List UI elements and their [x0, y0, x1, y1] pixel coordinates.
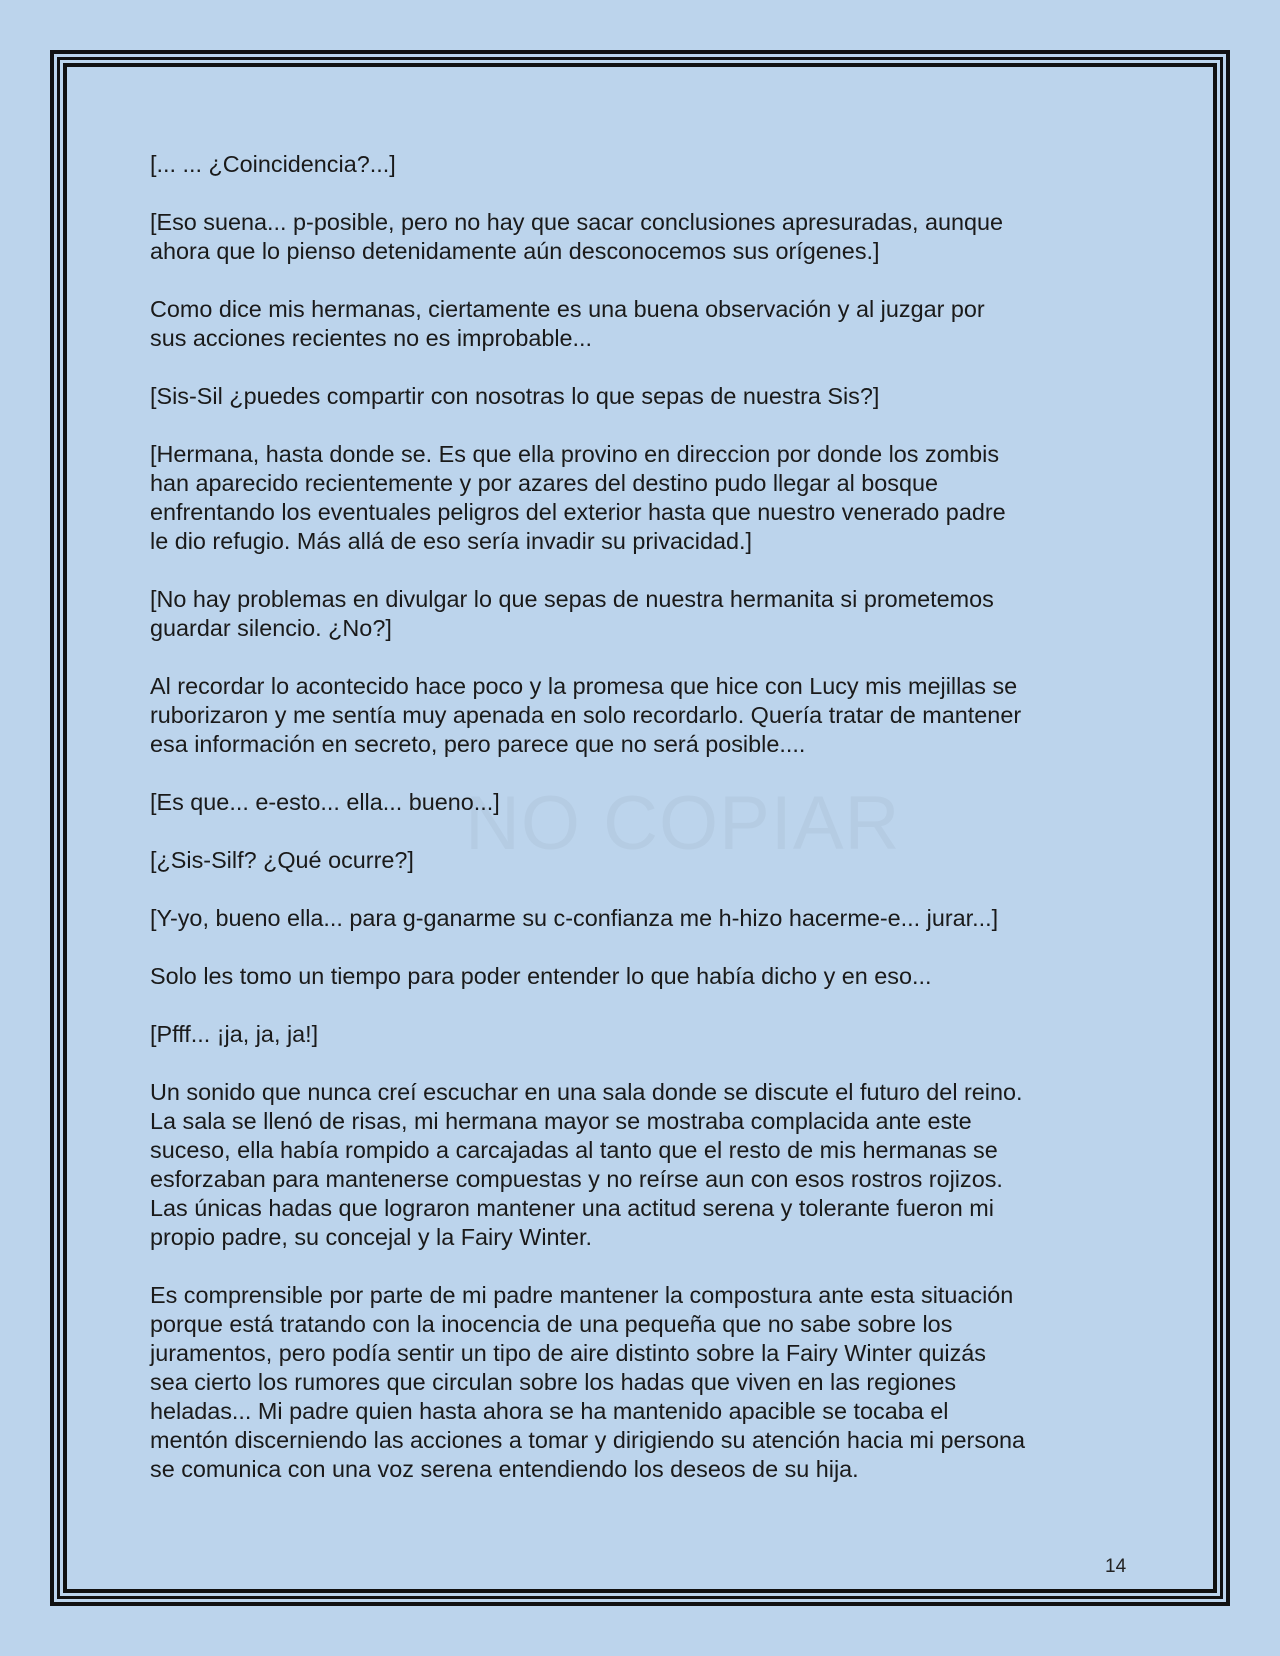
page-text: [150, 150, 1100, 1513]
paragraph: [Hermana, hasta donde se. Es que ella provino en direccion por donde los zombis han aparecido recientemente y por azares del destino pudo llegar al bosque enfrentando los eventuales peligros del exterior hasta que nuestro venerado padre le dio refugio. Más allá de eso sería invadir su privacidad.]: [150, 441, 1006, 554]
paragraph: [Y-yo, bueno ella... para g-ganarme su c-confianza me h-hizo hacerme-e... jurar...]: [150, 905, 999, 931]
paragraph: [Pfff... ¡ja, ja, ja!]: [150, 1021, 319, 1047]
paragraph: Solo les tomo un tiempo para poder entender lo que había dicho y en eso...: [150, 963, 932, 989]
paragraph: [Es que... e-esto... ella... bueno...]: [150, 789, 500, 815]
paragraph: [No hay problemas en divulgar lo que sepas de nuestra hermanita si prometemos guardar silencio. ¿No?]: [150, 586, 994, 641]
paragraph: [¿Sis-Silf? ¿Qué ocurre?]: [150, 847, 414, 873]
paragraph: Es comprensible por parte de mi padre mantener la compostura ante esta situación porque está tratando con la inocencia de una pequeña que no sabe sobre los juramentos, pero podía sentir un tipo de aire distinto sobre la Fairy Winter quizás sea cierto los rumores que circulan sobre los hadas que viven en las regiones heladas... Mi padre quien hasta ahora se ha mantenido apacible se tocaba el mentón discerniendo las acciones a tomar y dirigiendo su atención hacia mi persona se comunica con una voz serena entendiendo los deseos de su hija.: [150, 1282, 1026, 1482]
paragraph: Como dice mis hermanas, ciertamente es una buena observación y al juzgar por sus acciones recientes no es improbable...: [150, 296, 985, 351]
paragraph: Al recordar lo acontecido hace poco y la promesa que hice con Lucy mis mejillas se ruborizaron y me sentía muy apenada en solo recordarlo. Quería tratar de mantener esa información en secreto, pero parece que no será posible....: [150, 673, 1022, 757]
paragraph: [... ... ¿Coincidencia?...]: [150, 151, 396, 177]
paragraph: Un sonido que nunca creí escuchar en una sala donde se discute el futuro del reino. La sala se llenó de risas, mi hermana mayor se mostraba complacida ante este suceso, ella había rompido a carcajadas al tanto que el resto de mis hermanas se esforzaban para mantenerse compuestas y no reírse aun con esos rostros rojizos. Las únicas hadas que lograron mantener una actitud serena y tolerante fueron mi propio padre, su concejal y la Fairy Winter.: [150, 1079, 1023, 1250]
paragraph: [Sis-Sil ¿puedes compartir con nosotras lo que sepas de nuestra Sis?]: [150, 383, 880, 409]
page-number: 14: [1105, 1556, 1127, 1577]
paragraph: [Eso suena... p-posible, pero no hay que sacar conclusiones apresuradas, aunque ahora que lo pienso detenidamente aún desconocemos sus orígenes.]: [150, 209, 1004, 264]
